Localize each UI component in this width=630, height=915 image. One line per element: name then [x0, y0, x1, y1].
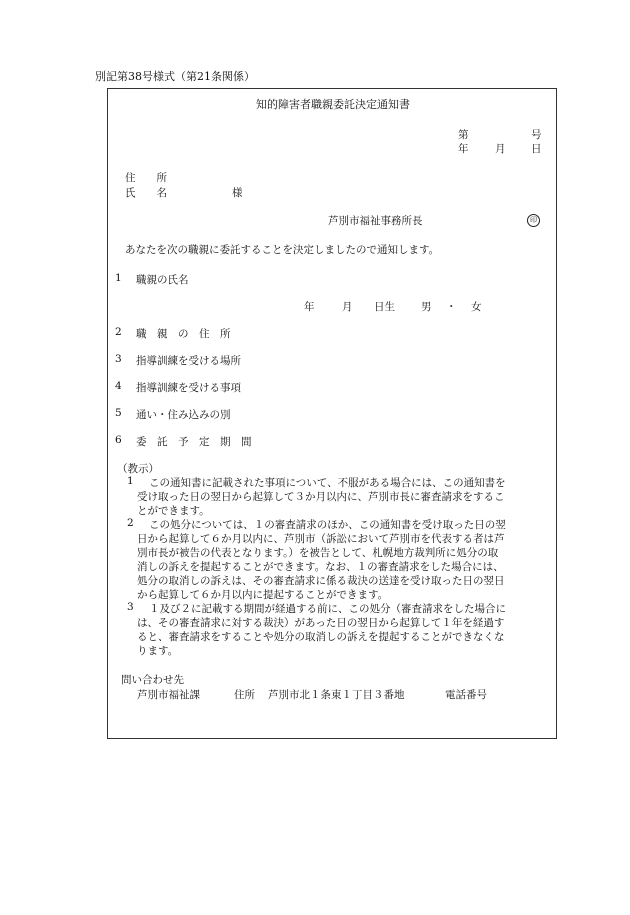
birth-day: 日生: [374, 301, 395, 313]
note-line: 消しの訴えを提起することができます。なお、１の審査請求をした場合には、: [137, 561, 504, 573]
note-line: ります。: [137, 645, 179, 657]
note-line: 処分の取消しの訴えは、その審査請求に係る裁決の送達を受け取った日の翌日: [137, 575, 505, 587]
note-line: 日から起算して６か月以内に、芦別市（訴訟において芦別市を代表する者は芦: [137, 533, 505, 545]
item-label: 通い・住み込みの別: [136, 409, 231, 421]
note-line: から起算して６か月以内に提起することができます。: [137, 589, 389, 601]
instruction-heading: （教示）: [117, 463, 159, 475]
contact-department: 芦別市福祉課: [137, 689, 200, 701]
item-label: 指導訓練を受ける場所: [136, 355, 241, 367]
note-line: 別市長が被告の代表となります。）を被告として、札幌地方裁判所に処分の取: [137, 547, 499, 559]
date-day: 日: [531, 143, 542, 155]
item-number: 5: [115, 407, 122, 419]
note-number: 2: [127, 517, 134, 529]
note-line: １及び２に記載する期間が経過する前に、この処分（審査請求をした場合に: [149, 603, 506, 615]
intro-text: あなたを次の職親に委託することを決定しましたので通知します。: [125, 244, 440, 256]
contact-address: 芦別市北１条東１丁目３番地: [268, 689, 405, 701]
sex-female: 女: [471, 301, 482, 313]
note-line: この通知書に記載された事項について、不服がある場合には、この通知書を: [149, 477, 506, 489]
date-month: 月: [495, 143, 506, 155]
number-prefix: 第: [458, 129, 469, 141]
note-line: とができます。: [137, 505, 210, 517]
contact-address-label: 住所: [234, 689, 255, 701]
contact-heading: 問い合わせ先: [121, 674, 184, 686]
item-label: 職親の氏名: [136, 274, 189, 286]
issuer-name: 芦別市福祉事務所長: [328, 215, 423, 227]
item-label: 指導訓練を受ける事項: [136, 382, 241, 394]
contact-phone-label: 電話番号: [445, 689, 487, 701]
sex-separator: ・: [446, 301, 457, 313]
item-number: 6: [115, 434, 122, 446]
item-number: 4: [115, 380, 122, 392]
item-number: 3: [115, 353, 122, 365]
name-label: 氏 名: [125, 187, 167, 199]
document-title: 知的障害者職親委託決定通知書: [256, 98, 410, 111]
item-label: 職 親 の 住 所: [136, 328, 231, 340]
note-line: 受け取った日の翌日から起算して３か月以内に、芦別市長に審査請求をするこ: [137, 491, 505, 503]
birth-year: 年: [304, 301, 315, 313]
address-label: 住 所: [125, 172, 167, 184]
note-number: 3: [127, 601, 134, 613]
note-line: ると、審査請求をすることや処分の取消しの訴えを提起することができなくな: [137, 631, 505, 643]
date-year: 年: [458, 143, 469, 155]
number-suffix: 号: [531, 129, 542, 141]
honorific: 様: [232, 187, 243, 199]
note-line: は、その審査請求に対する裁決）があった日の翌日から起算して１年を経過す: [137, 617, 505, 629]
birth-month: 月: [342, 301, 353, 313]
item-label: 委 託 予 定 期 間: [136, 436, 252, 448]
item-number: 2: [115, 326, 122, 338]
seal-icon: 印: [527, 214, 540, 227]
notice-form: [107, 88, 557, 739]
form-number-label: 別記第38号様式（第21条関係）: [95, 70, 255, 83]
sex-male: 男: [421, 301, 432, 313]
note-line: この処分については、１の審査請求のほか、この通知書を受け取った日の翌: [149, 519, 506, 531]
note-number: 1: [127, 475, 134, 487]
seal-mark: [527, 213, 540, 227]
item-number: 1: [115, 272, 122, 284]
